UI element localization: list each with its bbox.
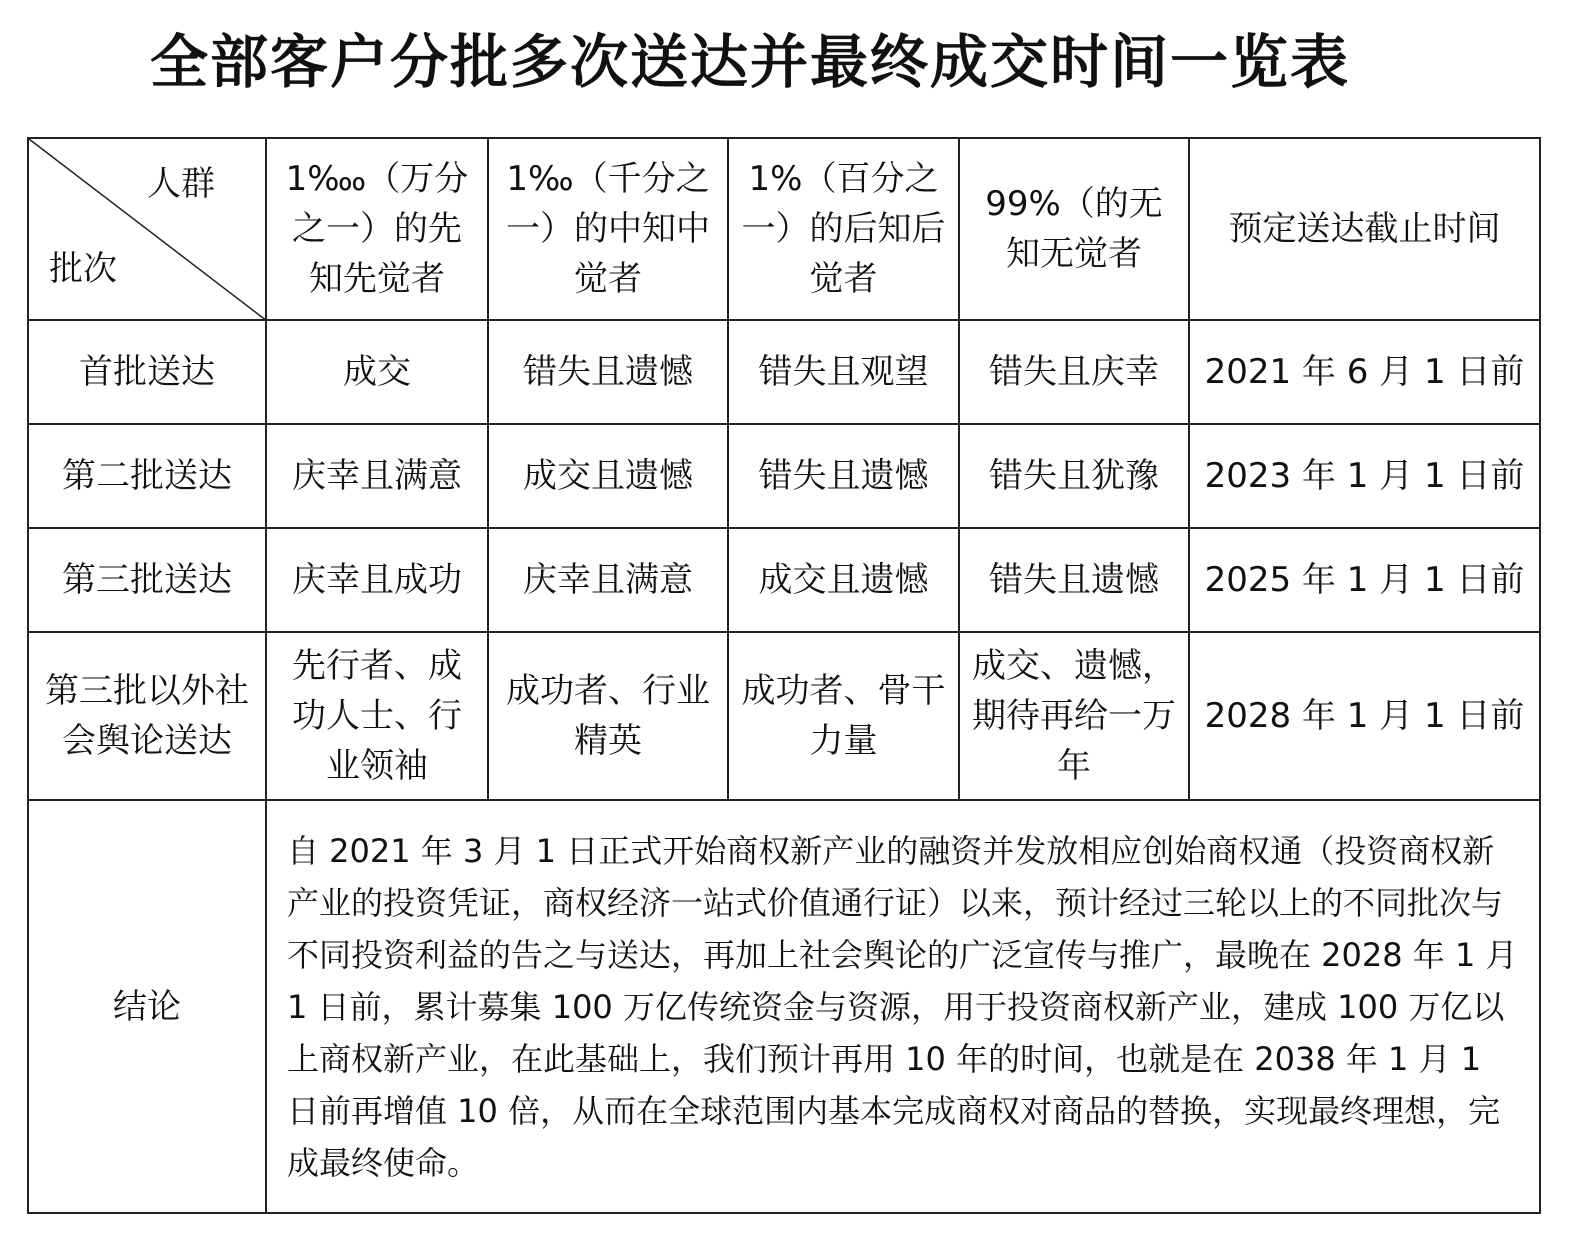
conclusion-text: 自 2021 年 3 月 1 日正式开始商权新产业的融资并发放相应创始商权通（投资商权新产业的投资凭证，商权经济一站式价值通行证）以来，预计经过三轮以上的不同批次与不同投资利益的告之与送达，再加上社会舆论的广泛宣传与推广，最晚在 2028 年 1 月 1 日前，累计募集 100 万亿传统资金与资源，用于投资商权新产业，建成 100 万亿以上商权新产业，在此基础上，我们预计再用 10 年的时间，也就是在 2038 年 1 月 1 日前再增值 10 倍，从而在全球范围内基本完成商权对商品的替换，实现最终理想，完成最终使命。 [266,800,1540,1213]
table-cell: 成功者、骨干力量 [728,632,959,800]
table-cell: 成交且遗憾 [488,424,728,528]
table-cell: 错失且观望 [728,320,959,424]
table-cell: 庆幸且成功 [266,528,488,632]
table-cell: 庆幸且满意 [488,528,728,632]
table-cell: 错失且遗憾 [959,528,1189,632]
deadline-cell: 2021 年 6 月 1 日前 [1189,320,1540,424]
header-cell: 1‰（千分之一）的中知中觉者 [488,138,728,320]
row-label: 第二批送达 [28,424,266,528]
deadline-cell: 2025 年 1 月 1 日前 [1189,528,1540,632]
table-row [28,528,1540,632]
corner-bottom-label: 批次 [49,249,117,289]
corner-cell [28,138,266,320]
deadline-cell: 2023 年 1 月 1 日前 [1189,424,1540,528]
table-cell: 错失且遗憾 [728,424,959,528]
table-cell: 成功者、行业精英 [488,632,728,800]
header-cell: 1‱（万分之一）的先知先觉者 [266,138,488,320]
table-row [28,424,1540,528]
conclusion-row [28,800,1540,1213]
header-cell: 1%（百分之一）的后知后觉者 [728,138,959,320]
header-cell: 99%（的无知无觉者 [959,138,1189,320]
table-cell: 先行者、成功人士、行业领袖 [266,632,488,800]
row-label: 首批送达 [28,320,266,424]
table-cell: 错失且遗憾 [488,320,728,424]
conclusion-label: 结论 [28,800,266,1213]
schedule-table [27,137,1541,1214]
table-row [28,632,1540,800]
table-cell: 错失且犹豫 [959,424,1189,528]
corner-top-label: 人群 [147,164,215,204]
table-cell: 庆幸且满意 [266,424,488,528]
header-row [28,138,1540,320]
deadline-cell: 2028 年 1 月 1 日前 [1189,632,1540,800]
table-cell: 错失且庆幸 [959,320,1189,424]
row-label: 第三批送达 [28,528,266,632]
page-title: 全部客户分批多次送达并最终成交时间一览表 [149,28,1350,96]
table-cell: 成交 [266,320,488,424]
row-label: 第三批以外社会舆论送达 [28,632,266,800]
table-row [28,320,1540,424]
table-cell: 成交、遗憾，期待再给一万年 [959,632,1189,800]
table-cell: 成交且遗憾 [728,528,959,632]
header-cell: 预定送达截止时间 [1189,138,1540,320]
